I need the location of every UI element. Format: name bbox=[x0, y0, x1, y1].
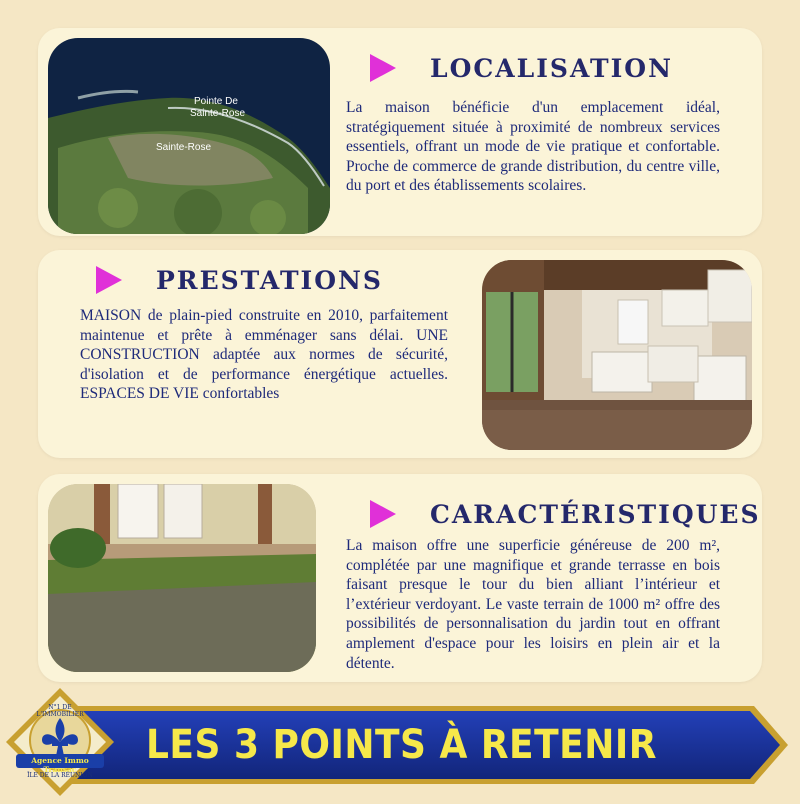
prestations-title: PRESTATIONS bbox=[156, 265, 383, 295]
caracteristiques-heading bbox=[370, 496, 761, 532]
caracteristiques-title: CARACTÉRISTIQUES bbox=[430, 499, 761, 529]
localisation-text: La maison bénéficie d'un emplacement idéal, stratégiquement située à proximité de nombreux services essentiels, offrant un mode de vie pratique et confortable. Proche de commerce de grande distribution, du centre ville, du port et des établissements scolaires. bbox=[346, 99, 720, 195]
caracteristiques-text: La maison offre une superficie généreuse de 200 m², complétée par une magnifique et grande terrasse en bois faisant presque le tour du bien alliant l’intérieur et l’extérieur verdoyant. Le vaste terrain de 1000 m² offre des possibilités de personnalisation du jardin tout en offrant amplement d'espace pour les loisirs en plein air et la détente. bbox=[346, 537, 720, 672]
prestations-text: MAISON de plain-pied construite en 2010, parfaitement maintenue et prête à emménager sans délai. UNE CONSTRUCTION adaptée aux normes de sécurité, d'isolation et de performance énergétique actuelles. ESPACES DE VIE confortables bbox=[80, 307, 448, 403]
logo-brand-text: Agence Immo Transac bbox=[31, 756, 89, 774]
map-label-pointe: Pointe De bbox=[194, 96, 238, 107]
arrow-right-icon bbox=[96, 266, 122, 294]
agency-logo bbox=[2, 684, 118, 800]
banner-title: LES 3 POINTS À RETENIR bbox=[146, 722, 657, 768]
aerial-map-photo bbox=[48, 38, 330, 234]
localisation-title: LOCALISATION bbox=[430, 53, 673, 83]
arrow-right-icon bbox=[370, 500, 396, 528]
map-label-pointe-line2: Sainte-Rose bbox=[190, 108, 246, 119]
arrow-right-icon bbox=[370, 54, 396, 82]
house-garden-photo bbox=[48, 484, 316, 672]
kitchen-interior-photo bbox=[482, 260, 752, 450]
localisation-heading bbox=[370, 50, 673, 86]
logo-bottom-text: ÎLE DE LA RÉUNION bbox=[27, 772, 93, 779]
prestations-heading bbox=[96, 262, 383, 298]
map-label-town: Sainte-Rose bbox=[156, 142, 212, 153]
logo-top-text: N°1 DE L'IMMOBILIER bbox=[36, 704, 84, 718]
